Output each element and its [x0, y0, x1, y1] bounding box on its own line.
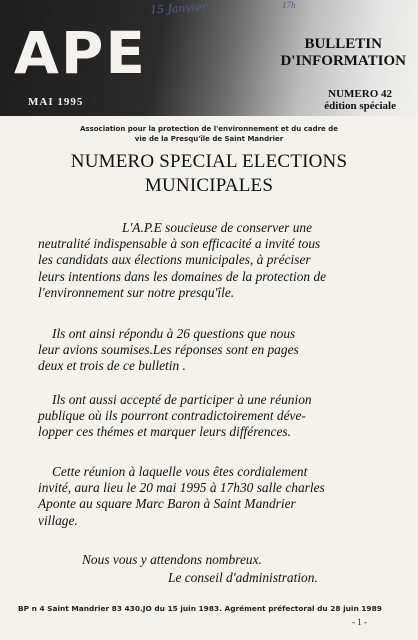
- handwritten-note: 15 Janvier: [149, 0, 208, 17]
- ape-logo: APE: [14, 19, 148, 87]
- edition-label: édition spéciale: [324, 100, 396, 112]
- page-title-line2: MUNICIPALES: [144, 175, 274, 196]
- paragraph-event-details: [38, 464, 398, 529]
- paragraph-line: deux et trois de ce bulletin .: [38, 358, 186, 374]
- paragraph-questions: [38, 326, 398, 375]
- paragraph-line: Aponte au square Marc Baron à Saint Mandrier: [38, 496, 296, 512]
- paragraph-line: leur avions soumises.Les réponses sont en pages: [38, 342, 299, 358]
- paragraph-line: l'environnement sur notre presqu'île.: [38, 284, 235, 300]
- paragraph-line: L'A.P.E soucieuse de conserver une: [122, 220, 313, 235]
- paragraph-line: publique où ils pourront contradictoirement déve-: [38, 408, 306, 424]
- association-line1: Association pour la protection de l'environnement et du cadre de: [79, 125, 338, 133]
- bulletin-title-line1: BULLETIN: [304, 36, 382, 52]
- page-title: [0, 150, 418, 198]
- paragraph-line: leurs intentions dans les domaines de la protection de: [38, 268, 327, 284]
- paragraph-line: neutralité indispensable à son efficacité a invité tous: [38, 236, 321, 252]
- bulletin-title: [280, 36, 406, 70]
- paragraph-line: invité, aura lieu le 20 mai 1995 à 17h30 salle charles: [38, 480, 325, 496]
- header-banner: [0, 0, 418, 116]
- issue-number: NUMERO 42: [328, 88, 393, 100]
- closing-line: Nous vous y attendons nombreux.: [82, 552, 262, 567]
- association-subtitle: [30, 124, 388, 144]
- handwritten-note-2: 17h: [282, 0, 296, 10]
- association-line2: vie de la Presqu'île de Saint Mandrier: [134, 135, 284, 143]
- bulletin-title-line2: D'INFORMATION: [280, 53, 406, 69]
- paragraph-line: Cette réunion à laquelle vous êtes cordialement: [52, 464, 308, 479]
- issue-date: MAI 1995: [28, 96, 84, 108]
- paragraph-invitation: [38, 220, 398, 301]
- paragraph-line: lopper ces thémes et marquer leurs différences.: [38, 424, 291, 440]
- signature-line: Le conseil d'administration.: [168, 570, 318, 585]
- paragraph-line: Ils ont ainsi répondu à 26 questions que nous: [52, 326, 296, 341]
- page-number: - 1 -: [352, 617, 367, 627]
- paragraph-line: Ils ont aussi accepté de participer à une réunion: [52, 392, 312, 407]
- page-title-line1: NUMERO SPECIAL ELECTIONS: [70, 151, 348, 172]
- footer-legal: BP n 4 Saint Mandrier 83 430.JO du 15 juin 1983. Agrément préfectoral du 28 juin 1989: [18, 604, 382, 613]
- paragraph-meeting: [38, 392, 398, 441]
- issue-number-block: [324, 88, 396, 112]
- paragraph-line: les candidats aux élections municipales, à préciser: [38, 252, 311, 268]
- paragraph-line: village.: [38, 512, 78, 528]
